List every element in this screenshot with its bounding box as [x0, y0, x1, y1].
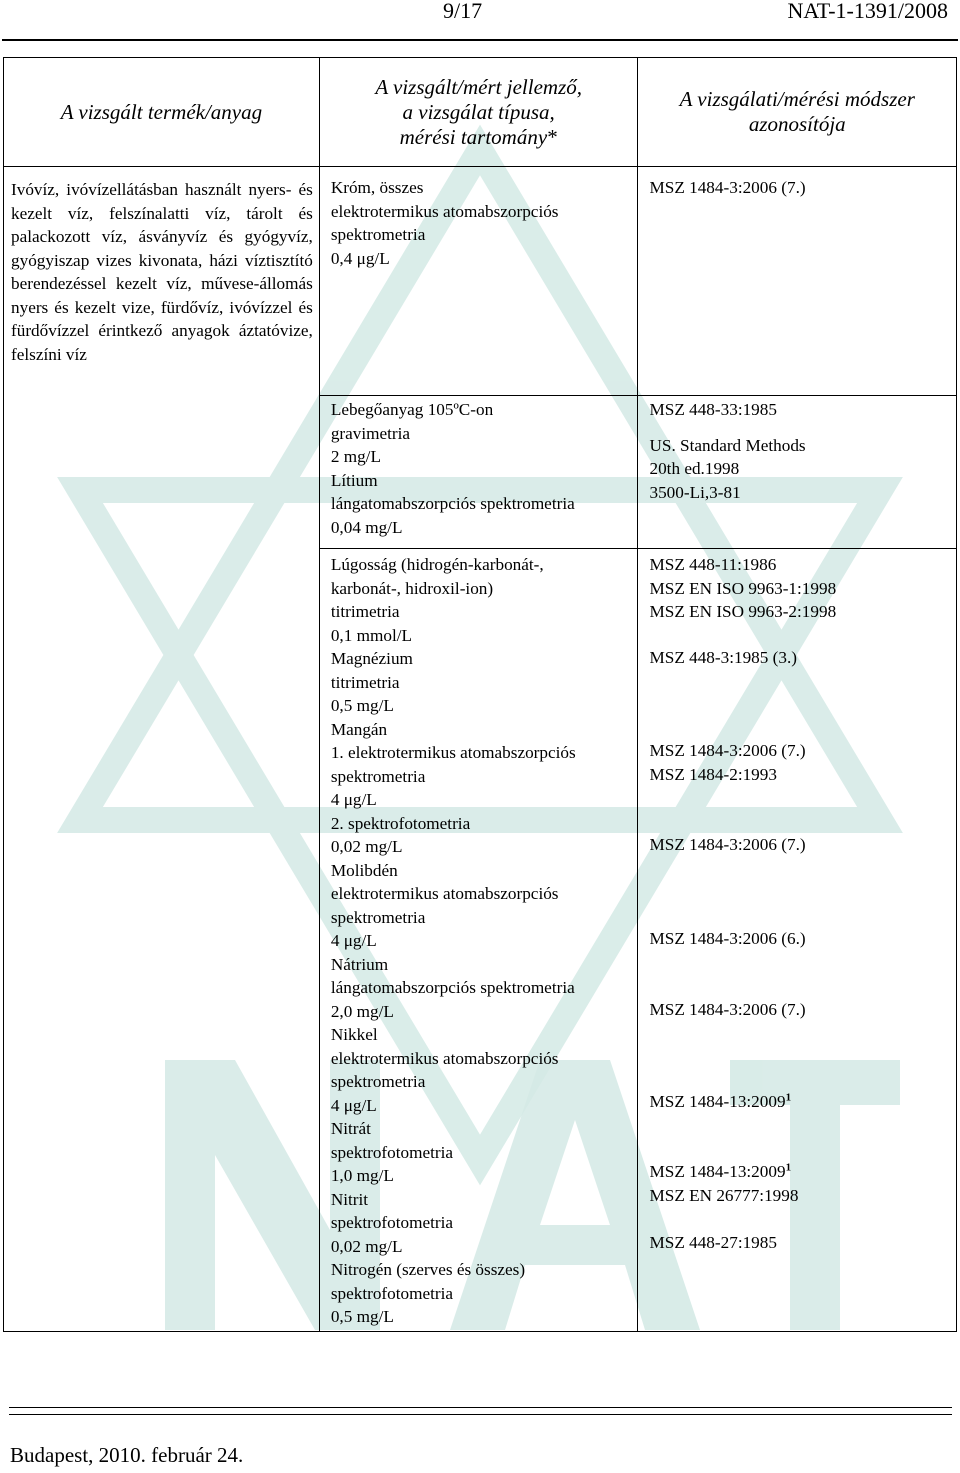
property-line: elektrotermikus atomabszorpciós: [330, 1048, 559, 1068]
property-line: 4 μg/L: [330, 790, 377, 809]
property-line: titrimetria: [330, 672, 400, 692]
property-line: 0,04 mg/L: [330, 517, 403, 537]
accreditation-table: [3, 57, 957, 1332]
property-line: Molibdén: [330, 860, 398, 880]
property-line: 0,5 mg/L: [330, 1307, 394, 1326]
footer-divider: [9, 1407, 952, 1408]
method-line: MSZ EN ISO 9963-2:1998: [649, 602, 837, 621]
product-cell: [4, 167, 320, 1332]
row1-method: [638, 167, 957, 396]
row3-method: [638, 549, 957, 1332]
property-line: elektrotermikus atomabszorpciós: [330, 884, 559, 903]
method-line: MSZ EN 26777:1998: [649, 1185, 799, 1205]
method-line: 3500-Li,3-81: [649, 482, 741, 502]
document-code: NAT-1-1391/2008: [787, 0, 948, 23]
property-line: 2,0 mg/L: [330, 1001, 394, 1021]
property-line: spektrometria: [330, 225, 426, 244]
property-line: Nitrát: [330, 1119, 371, 1138]
method-line: MSZ EN ISO 9963-1:1998: [649, 578, 837, 598]
method-line: MSZ 448-11:1986: [649, 555, 777, 574]
row3-property: [319, 549, 638, 1332]
property-line: spektrometria: [330, 766, 426, 786]
property-line: titrimetria: [330, 602, 400, 621]
row2-property: [319, 396, 638, 549]
property-line: karbonát-, hidroxil-ion): [330, 578, 494, 598]
property-line: spektrofotometria: [330, 1283, 454, 1303]
property-line: 2 mg/L: [330, 447, 381, 466]
property-line: Nitrit: [330, 1189, 369, 1209]
property-line: 0,5 mg/L: [330, 696, 394, 715]
col-header-product: A vizsgált termék/anyag: [4, 58, 320, 167]
footer-divider: [9, 1414, 952, 1415]
col-header-method: A vizsgálati/mérési módszer azonosítója: [638, 58, 957, 167]
method-line: 20th ed.1998: [649, 459, 740, 478]
property-line: spektrofotometria: [330, 1213, 454, 1232]
property-line: Mangán: [330, 719, 388, 739]
property-line: Nikkel: [330, 1025, 378, 1044]
property-line: 1,0 mg/L: [330, 1166, 394, 1185]
property-line: 4 μg/L: [330, 931, 377, 950]
property-line: Króm, összes: [330, 178, 424, 197]
property-line: 2. spektrofotometria: [330, 813, 471, 833]
method-line: MSZ 448-33:1985: [649, 400, 777, 419]
method-line: MSZ 448-3:1985 (3.): [649, 647, 798, 667]
method-line: US. Standard Methods: [649, 435, 806, 455]
product-description: Ivóvíz, ivóvízellátásban használt nyers- és kezelt víz, felszínalatti víz, tárolt és palackozott víz, ásványvíz és gyógyvíz, gyógyiszap vizes kivonata, házi víztisztító berendezéssel kezelt víz, művese-állomás nyers és kezelt vize, fürdővíz, ivóvízzel és fürdővízzel érintkező anyagok áztatóvize, felszíni víz: [11, 180, 313, 364]
property-line: spektrometria: [330, 907, 426, 927]
property-line: gravimetria: [330, 423, 411, 443]
col-header-property: A vizsgált/mért jellemző, a vizsgálat típusa, mérési tartomány*: [319, 58, 638, 167]
method-line: MSZ 1484-13:2009$^1$: [649, 1091, 792, 1111]
property-line: Nitrogén (szerves és összes): [330, 1260, 526, 1279]
property-line: 1. elektrotermikus atomabszorpciós: [330, 743, 576, 762]
property-line: 4 μg/L: [330, 1095, 377, 1115]
property-line: Magnézium: [330, 649, 413, 668]
property-line: spektrofotometria: [330, 1142, 454, 1162]
property-line: spektrometria: [330, 1072, 426, 1091]
method-line: MSZ 1484-3:2006 (7.): [649, 835, 806, 854]
property-line: lángatomabszorpciós spektrometria: [330, 494, 575, 513]
footer-date: Budapest, 2010. február 24.: [10, 1443, 244, 1467]
property-line: elektrotermikus atomabszorpciós: [330, 201, 559, 221]
property-line: Lúgosság (hidrogén-karbonát-,: [330, 555, 544, 574]
row1-property: [319, 167, 638, 396]
method-line: MSZ 448-27:1985: [649, 1232, 777, 1252]
property-line: 0,1 mmol/L: [330, 625, 412, 645]
method-line: MSZ 1484-13:2009$^1$: [649, 1161, 792, 1181]
method-line: MSZ 1484-3:2006 (7.): [649, 741, 806, 760]
property-line: Lítium: [330, 470, 378, 490]
page-number: 9/17: [443, 0, 483, 23]
method-line: MSZ 1484-2:1993: [649, 764, 777, 784]
property-line: 0,02 mg/L: [330, 837, 403, 856]
property-line: Nátrium: [330, 954, 389, 974]
property-line: 0,4 μg/L: [330, 248, 390, 268]
property-line: lángatomabszorpciós spektrometria: [330, 978, 575, 997]
row2-method: [638, 396, 957, 549]
method-line: MSZ 1484-3:2006 (7.): [649, 999, 806, 1019]
method-line: MSZ 1484-3:2006 (7.): [649, 178, 806, 197]
header-divider: [2, 39, 958, 41]
method-line: MSZ 1484-3:2006 (6.): [649, 928, 806, 948]
property-line: Lebegőanyag 105ºC-on: [330, 400, 494, 419]
property-line: 0,02 mg/L: [330, 1236, 403, 1256]
